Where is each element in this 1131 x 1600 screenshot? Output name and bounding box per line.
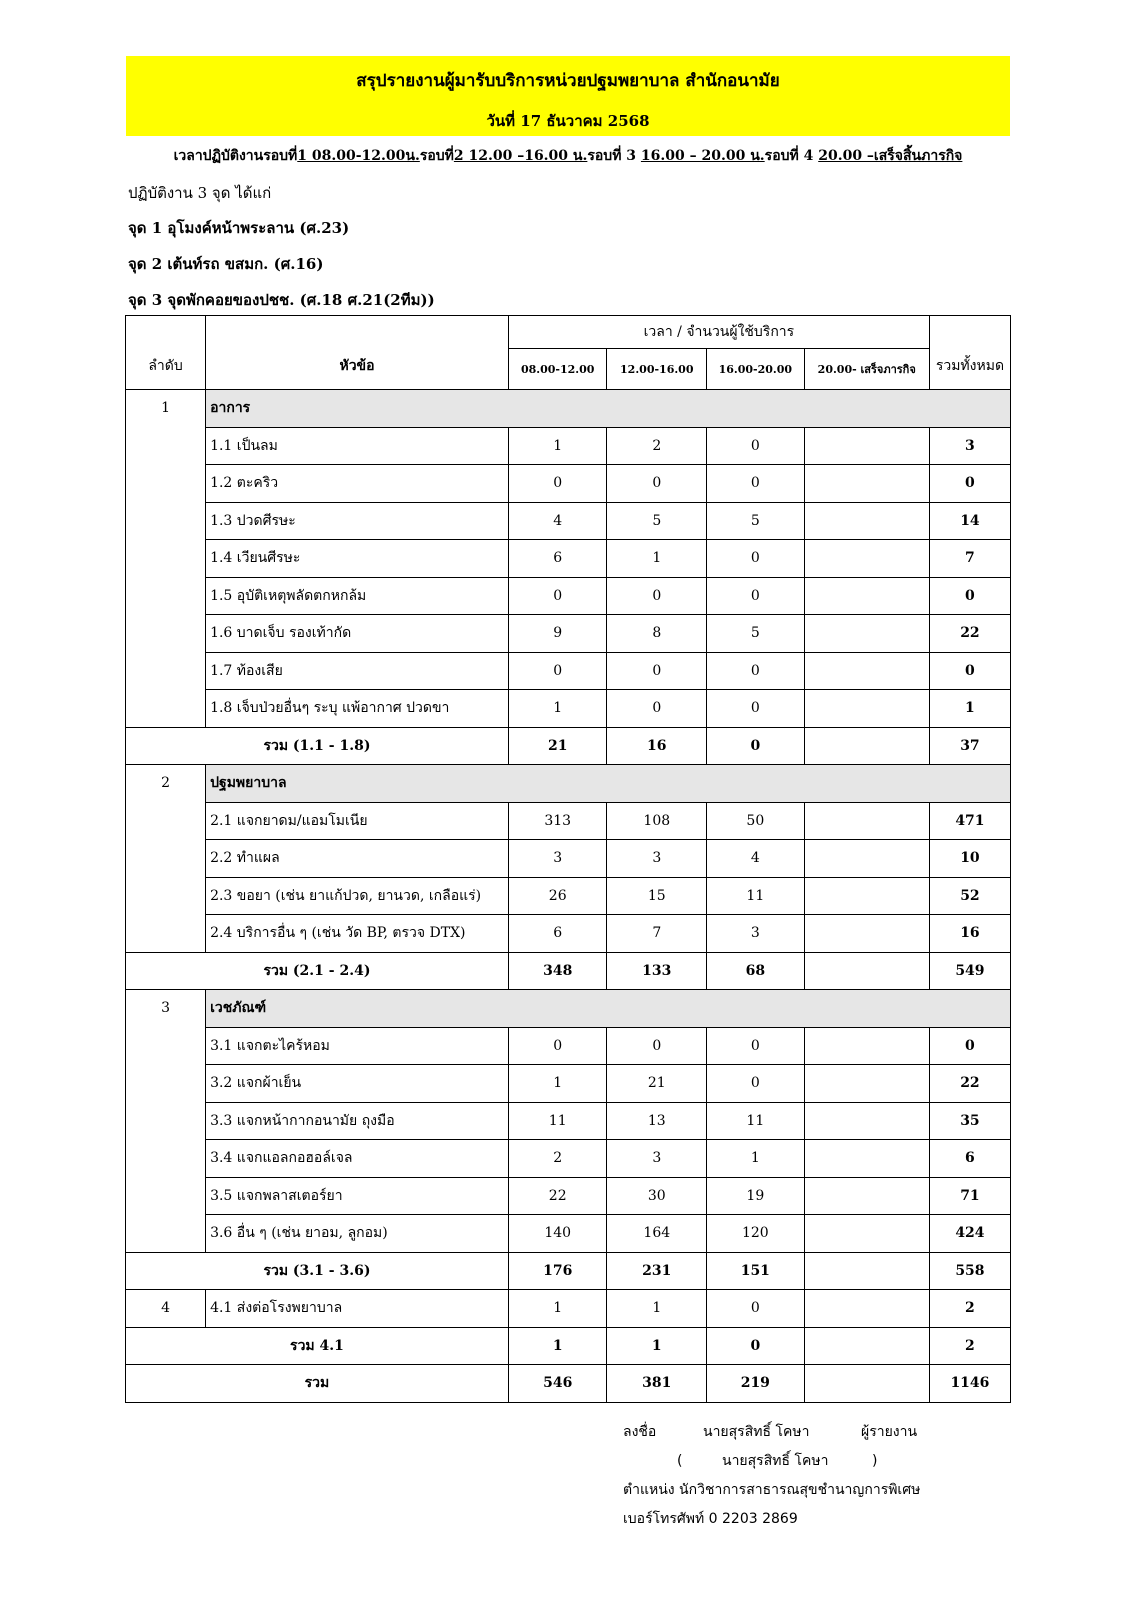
table-row [126,1065,1011,1103]
row-total-cell: 71 [929,1177,1010,1215]
service-point-2: จุด 2 เต้นท์รถ ขสมก. (ศ.16) [128,255,324,273]
header-slot-2: 12.00-16.00 [607,349,707,390]
signature-line [623,1418,920,1447]
row-total-cell: 14 [929,502,1010,540]
row-label: 4.1 ส่งต่อโรงพยาบาล [206,1290,509,1328]
table-row [126,840,1011,878]
value-cell: 0 [707,1065,805,1103]
value-cell [804,652,929,690]
subtotal-row [126,1252,1011,1290]
subtotal-label: รวม (3.1 - 3.6) [126,1252,509,1290]
signature-block [623,1418,920,1534]
name-close-paren: ) [872,1453,878,1469]
table-row [126,877,1011,915]
row-total-cell: 3 [929,427,1010,465]
value-cell: 21 [607,1065,707,1103]
subtotal-row [126,952,1011,990]
value-cell: 16 [607,727,707,765]
value-cell: 0 [707,427,805,465]
row-total-cell: 558 [929,1252,1010,1290]
section-number: 3 [126,990,206,1253]
schedule-round-3: 16.00 – 20.00 น. [640,148,765,164]
row-label: 1.8 เจ็บป่วยอื่นๆ ระบุ แพ้อากาศ ปวดขา [206,690,509,728]
value-cell: 0 [508,1027,607,1065]
table-row [126,540,1011,578]
section-title: อาการ [206,390,1011,428]
value-cell: 6 [508,540,607,578]
row-total-cell: 22 [929,615,1010,653]
value-cell: 381 [607,1365,707,1403]
row-total-cell: 35 [929,1102,1010,1140]
value-cell: 1 [508,1327,607,1365]
schedule-sep-4: รอบที่ 4 [764,148,819,164]
table-row [126,1140,1011,1178]
value-cell: 2 [508,1140,607,1178]
value-cell [804,1365,929,1403]
value-cell: 1 [508,1065,607,1103]
service-point-3: จุด 3 จุดพักคอยของปชช. (ศ.18 ศ.21(2ทีม)) [128,291,435,309]
subtotal-row [126,1327,1011,1365]
header-time-group: เวลา / จำนวนผู้ใช้บริการ [508,316,929,349]
sign-label: ลงชื่อ [623,1424,657,1440]
value-cell: 0 [707,540,805,578]
value-cell: 0 [707,727,805,765]
grand-total-row [126,1365,1011,1403]
subtotal-row [126,727,1011,765]
row-label: 2.1 แจกยาดม/แอมโมเนีย [206,802,509,840]
row-label: 3.5 แจกพลาสเตอร์ยา [206,1177,509,1215]
row-total-cell: 6 [929,1140,1010,1178]
section-header-row [126,990,1011,1028]
table-row [126,577,1011,615]
value-cell: 19 [707,1177,805,1215]
section-title: เวชภัณฑ์ [206,990,1011,1028]
row-total-cell: 2 [929,1327,1010,1365]
row-total-cell: 0 [929,1027,1010,1065]
report-title-banner [126,56,1010,136]
value-cell: 140 [508,1215,607,1253]
subtotal-label: รวม 4.1 [126,1327,509,1365]
value-cell: 11 [707,877,805,915]
row-label: 2.2 ทำแผล [206,840,509,878]
value-cell [804,1252,929,1290]
table-row [126,915,1011,953]
value-cell: 1 [508,1290,607,1328]
table-row [126,690,1011,728]
grand-total-label: รวม [126,1365,509,1403]
value-cell [804,1290,929,1328]
value-cell: 0 [607,652,707,690]
value-cell: 15 [607,877,707,915]
value-cell: 1 [707,1140,805,1178]
row-total-cell: 549 [929,952,1010,990]
table-row [126,802,1011,840]
schedule-round-1: 1 08.00-12.00น. [297,148,420,164]
row-total-cell: 22 [929,1065,1010,1103]
schedule-sep-3: รอบที่ 3 [587,148,641,164]
value-cell: 0 [508,465,607,503]
schedule-prefix: เวลาปฏิบัติงานรอบที่ [173,148,298,164]
value-cell [804,802,929,840]
value-cell: 0 [508,577,607,615]
name-open-paren: ( [677,1453,683,1469]
value-cell: 4 [707,840,805,878]
row-label: 1.3 ปวดศีรษะ [206,502,509,540]
section-number: 4 [126,1290,206,1328]
row-total-cell: 37 [929,727,1010,765]
service-point-1: จุด 1 อุโมงค์หน้าพระลาน (ศ.23) [128,219,350,237]
header-slot-4: 20.00- เสร็จภารกิจ [804,349,929,390]
section-title: ปฐมพยาบาล [206,765,1011,803]
value-cell: 1 [607,1327,707,1365]
table-row [126,465,1011,503]
value-cell: 11 [707,1102,805,1140]
work-schedule [126,145,1010,167]
row-total-cell: 0 [929,465,1010,503]
schedule-round-2: 2 12.00 –16.00 น. [453,148,588,164]
value-cell: 219 [707,1365,805,1403]
row-label: 1.2 ตะคริว [206,465,509,503]
intro-text: ปฏิบัติงาน 3 จุด ได้แก่ [128,184,272,202]
value-cell [804,1140,929,1178]
value-cell: 133 [607,952,707,990]
value-cell: 4 [508,502,607,540]
value-cell: 11 [508,1102,607,1140]
section-number: 2 [126,765,206,953]
value-cell [804,840,929,878]
value-cell: 313 [508,802,607,840]
reporter-position: ตำแหน่ง นักวิชาการสาธารณสุขชำนาญการพิเศษ [623,1482,921,1498]
header-total: รวมทั้งหมด [929,316,1010,390]
schedule-round-4: 20.00 –เสร็จสิ้นภารกิจ [818,148,963,164]
table-header-row-top [126,316,1011,349]
value-cell: 0 [707,577,805,615]
value-cell: 0 [707,465,805,503]
row-total-cell: 1 [929,690,1010,728]
report-date: วันที่ 17 ธันวาคม 2568 [486,112,650,130]
header-slot-1: 08.00-12.00 [508,349,607,390]
value-cell: 348 [508,952,607,990]
reporter-name-print: นายสุรสิทธิ์ โคษา [722,1453,829,1469]
header-slot-3: 16.00-20.00 [707,349,805,390]
reporter-phone: เบอร์โทรศัพท์ 0 2203 2869 [623,1511,798,1527]
section-number: 1 [126,390,206,728]
value-cell: 6 [508,915,607,953]
table-row [126,1177,1011,1215]
signature-name-line [623,1447,920,1476]
header-order: ลำดับ [126,316,206,390]
reporter-name: นายสุรสิทธิ์ โคษา [703,1424,810,1440]
value-cell: 13 [607,1102,707,1140]
value-cell [804,1065,929,1103]
row-label: 3.2 แจกผ้าเย็น [206,1065,509,1103]
table-row [126,615,1011,653]
value-cell: 164 [607,1215,707,1253]
value-cell [804,1177,929,1215]
value-cell: 5 [707,502,805,540]
value-cell: 5 [607,502,707,540]
row-label: 1.6 บาดเจ็บ รองเท้ากัด [206,615,509,653]
value-cell: 30 [607,1177,707,1215]
row-label: 2.4 บริการอื่น ๆ (เช่น วัด BP, ตรวจ DTX) [206,915,509,953]
report-title: สรุปรายงานผู้มารับบริการหน่วยปฐมพยาบาล สำนักอนามัย [356,71,780,91]
value-cell: 8 [607,615,707,653]
value-cell: 1 [607,1290,707,1328]
row-total-cell: 0 [929,577,1010,615]
value-cell [804,615,929,653]
table-row [126,652,1011,690]
row-label: 1.5 อุบัติเหตุพลัดตกหกล้ม [206,577,509,615]
row-label: 1.7 ท้องเสีย [206,652,509,690]
value-cell: 0 [707,652,805,690]
value-cell [804,577,929,615]
row-label: 2.3 ขอยา (เช่น ยาแก้ปวด, ยานวด, เกลือแร่) [206,877,509,915]
value-cell: 22 [508,1177,607,1215]
value-cell: 0 [707,690,805,728]
table-row [126,1027,1011,1065]
value-cell: 0 [607,577,707,615]
row-total-cell: 16 [929,915,1010,953]
value-cell: 120 [707,1215,805,1253]
row-total-cell: 424 [929,1215,1010,1253]
value-cell: 7 [607,915,707,953]
value-cell: 3 [508,840,607,878]
row-total-cell: 10 [929,840,1010,878]
row-total-cell: 52 [929,877,1010,915]
value-cell: 3 [607,1140,707,1178]
table-row [126,1102,1011,1140]
row-label: 1.4 เวียนศีรษะ [206,540,509,578]
value-cell: 68 [707,952,805,990]
value-cell: 50 [707,802,805,840]
row-label: 3.1 แจกตะไคร้หอม [206,1027,509,1065]
service-summary-table [125,315,1011,1403]
row-label: 1.1 เป็นลม [206,427,509,465]
value-cell: 2 [607,427,707,465]
subtotal-label: รวม (1.1 - 1.8) [126,727,509,765]
row-total-cell: 471 [929,802,1010,840]
row-label: 3.3 แจกหน้ากากอนามัย ถุงมือ [206,1102,509,1140]
value-cell: 231 [607,1252,707,1290]
value-cell: 0 [607,465,707,503]
value-cell [804,540,929,578]
row-total-cell: 7 [929,540,1010,578]
reporter-role: ผู้รายงาน [861,1424,918,1440]
header-topic: หัวข้อ [206,316,509,390]
value-cell: 5 [707,615,805,653]
value-cell: 3 [707,915,805,953]
value-cell [804,427,929,465]
value-cell [804,877,929,915]
value-cell [804,1327,929,1365]
value-cell: 1 [607,540,707,578]
value-cell [804,1027,929,1065]
section-header-row [126,390,1011,428]
value-cell: 546 [508,1365,607,1403]
value-cell [804,690,929,728]
value-cell [804,502,929,540]
section-header-row [126,765,1011,803]
value-cell: 26 [508,877,607,915]
table-row [126,1215,1011,1253]
subtotal-label: รวม (2.1 - 2.4) [126,952,509,990]
value-cell: 21 [508,727,607,765]
value-cell [804,465,929,503]
value-cell: 0 [508,652,607,690]
row-total-cell: 2 [929,1290,1010,1328]
value-cell: 3 [607,840,707,878]
schedule-sep-2: รอบที่ [419,148,454,164]
value-cell [804,1102,929,1140]
value-cell [804,1215,929,1253]
value-cell: 108 [607,802,707,840]
value-cell: 1 [508,427,607,465]
table-row [126,427,1011,465]
table-row [126,502,1011,540]
value-cell: 151 [707,1252,805,1290]
value-cell: 0 [607,1027,707,1065]
value-cell: 0 [707,1027,805,1065]
row-label: 3.6 อื่น ๆ (เช่น ยาอม, ลูกอม) [206,1215,509,1253]
row-total-cell: 0 [929,652,1010,690]
value-cell [804,952,929,990]
table-row [126,1290,1011,1328]
value-cell: 176 [508,1252,607,1290]
value-cell [804,915,929,953]
value-cell: 9 [508,615,607,653]
value-cell: 0 [707,1290,805,1328]
row-label: 3.4 แจกแอลกอฮอล์เจล [206,1140,509,1178]
value-cell: 1 [508,690,607,728]
row-total-cell: 1146 [929,1365,1010,1403]
value-cell [804,727,929,765]
value-cell: 0 [707,1327,805,1365]
value-cell: 0 [607,690,707,728]
